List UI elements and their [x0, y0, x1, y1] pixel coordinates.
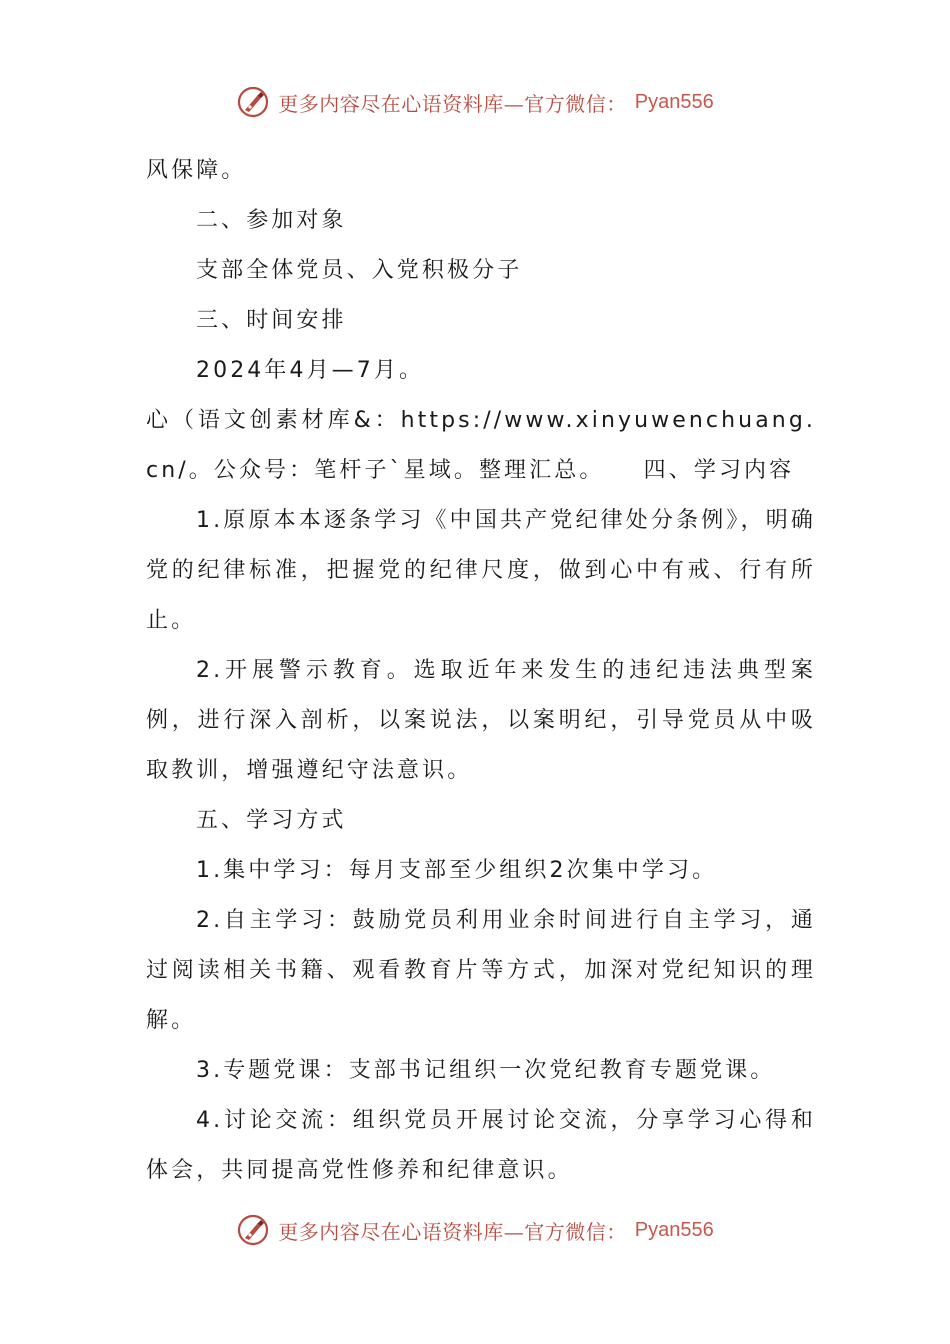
paragraph: 支部全体党员、入党积极分子 — [196, 258, 523, 283]
paragraph: 1.原原本本逐条学习《中国共产党纪律处分条例》，明确党的纪律标准，把握党的纪律尺度，做到心中有戒、行有所止。 — [146, 508, 816, 633]
footer-watermark-banner — [0, 1210, 950, 1250]
header-watermark-banner — [0, 82, 950, 122]
pen-nib-logo-icon — [236, 85, 270, 119]
banner-text: 更多内容尽在心语资料库—官方微信： — [278, 1219, 627, 1244]
pen-nib-logo-icon — [236, 1213, 270, 1247]
paragraph: 4.讨论交流：组织党员开展讨论交流，分享学习心得和体会，共同提高党性修养和纪律意识。 — [146, 1108, 816, 1183]
paragraph: 1.集中学习：每月支部至少组织2次集中学习。 — [196, 858, 718, 883]
banner-text: 更多内容尽在心语资料库—官方微信： — [278, 91, 627, 116]
paragraph: 3.专题党课：支部书记组织一次党纪教育专题党课。 — [196, 1058, 776, 1083]
paragraph: 2.开展警示教育。选取近年来发生的违纪违法典型案例，进行深入剖析，以案说法，以案明纪，引导党员从中吸取教训，增强遵纪守法意识。 — [146, 658, 816, 783]
document-body — [146, 146, 816, 1196]
banner-wechat-handle: Pyan556 — [634, 90, 714, 113]
paragraph: 心（语文创素材库&：https://www.xinyuwenchuang.cn/。公众号：笔杆子`星域。整理汇总。 四、学习内容 — [146, 408, 816, 483]
paragraph: 三、时间安排 — [196, 308, 347, 333]
paragraph: 五、学习方式 — [196, 808, 347, 833]
paragraph: 2.自主学习：鼓励党员利用业余时间进行自主学习，通过阅读相关书籍、观看教育片等方式，加深对党纪知识的理解。 — [146, 908, 816, 1033]
banner-wechat-handle: Pyan556 — [634, 1218, 714, 1241]
paragraph: 二、参加对象 — [196, 208, 347, 233]
paragraph: 风保障。 — [146, 158, 247, 183]
paragraph: 2024年4月—7月。 — [196, 358, 425, 383]
